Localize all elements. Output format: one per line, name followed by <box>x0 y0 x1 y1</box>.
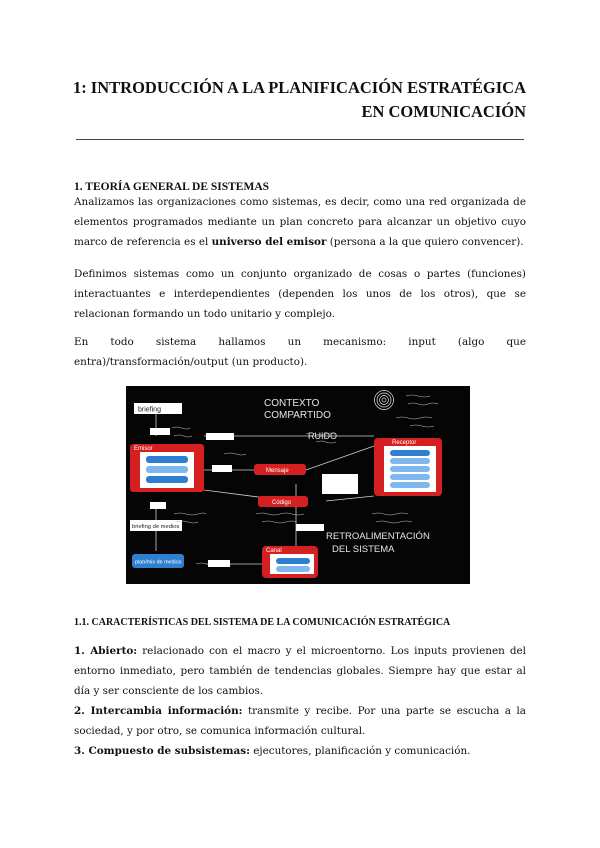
retro-label-1: RETROALIMENTACIÓN <box>326 531 430 542</box>
receptor-pill <box>390 458 430 464</box>
paragraph-definicion: Definimos sistemas como un conjunto organizado de cosas o partes (funciones) interactuantes e interdependientes (dependen los unos de los otros), que se relacionan formando un todo unitario y complejo. <box>74 268 526 320</box>
receptor-pill <box>390 482 430 488</box>
item-bold: 1. Abierto: <box>74 645 138 657</box>
receptor-pill <box>390 450 430 456</box>
paragraph-tail: (persona a la que quiero convencer). <box>326 236 524 248</box>
emisor-pill <box>146 456 188 463</box>
tag-box <box>212 465 232 472</box>
list-item-subsistemas <box>74 741 526 761</box>
codigo-label: Código <box>272 500 292 506</box>
tag-box <box>208 560 230 567</box>
tag-box <box>296 524 324 531</box>
tag-box <box>206 433 234 440</box>
bold-term-universo: universo del emisor <box>211 236 327 248</box>
tag-box <box>322 474 358 494</box>
receptor-label: Receptor <box>392 440 417 446</box>
communication-system-diagram <box>126 386 470 584</box>
tag-box <box>150 502 166 509</box>
tag-box <box>150 428 170 435</box>
title-line-1: 1: INTRODUCCIÓN A LA PLANIFICACIÓN ESTRATÉGICA <box>72 78 526 97</box>
document-title <box>66 76 526 124</box>
receptor-pill <box>390 474 430 480</box>
spiral-icon <box>375 391 394 410</box>
diagram-svg <box>126 386 470 584</box>
canal-pill <box>276 566 310 572</box>
title-divider <box>76 139 524 140</box>
briefing-medios-label: briefing de medios <box>132 524 180 530</box>
list-item-intercambia <box>74 701 526 741</box>
paragraph-organizaciones <box>74 192 526 252</box>
emisor-label: Emisor <box>134 446 153 452</box>
retro-label-2: DEL SISTEMA <box>332 544 395 555</box>
receptor-pill <box>390 466 430 472</box>
section-heading-caracteristicas: 1.1. CARACTERÍSTICAS DEL SISTEMA DE LA COMUNICACIÓN ESTRATÉGICA <box>74 617 451 628</box>
item-bold: 2. Intercambia información: <box>74 705 243 717</box>
title-line-2: EN COMUNICACIÓN <box>361 102 526 121</box>
canal-label: Canal <box>266 548 282 554</box>
list-item-abierto <box>74 641 526 701</box>
emisor-pill <box>146 476 188 483</box>
section-heading-sistemas: 1. TEORÍA GENERAL DE SISTEMAS <box>74 181 270 193</box>
ruido-label: RUIDO <box>308 431 337 441</box>
contexto-label-2: COMPARTIDO <box>264 410 331 421</box>
canal-pill <box>276 558 310 564</box>
plan-medios-label: plan/mix de medios <box>135 559 182 566</box>
item-text: relacionado con el macro y el microentorno. Los inputs provienen del entorno inmediato, pero también de tendencias globales. Siempre hay que estar al día y ser consciente de los cambios. <box>74 645 527 697</box>
emisor-pill <box>146 466 188 473</box>
item-bold: 3. Compuesto de subsistemas: <box>74 745 250 757</box>
paragraph-text: Analizamos las organizaciones como sistemas, es decir, como una red organizada de elementos programados mediante un plan concreto para alcanzar un objetivo cuyo marco de referencia es el <box>74 196 526 248</box>
contexto-label-1: CONTEXTO <box>264 398 320 409</box>
item-text: ejecutores, planificación y comunicación. <box>249 745 471 757</box>
mensaje-label: Mensaje <box>266 468 289 474</box>
paragraph-mecanismo: En todo sistema hallamos un mecanismo: input (algo que entra)/transformación/output (un producto). <box>74 336 526 368</box>
briefing-label: briefing <box>138 406 161 414</box>
item-text: transmite y recibe. Por una parte se escucha a la sociedad, y por otro, se comunica información cultural. <box>74 705 526 737</box>
